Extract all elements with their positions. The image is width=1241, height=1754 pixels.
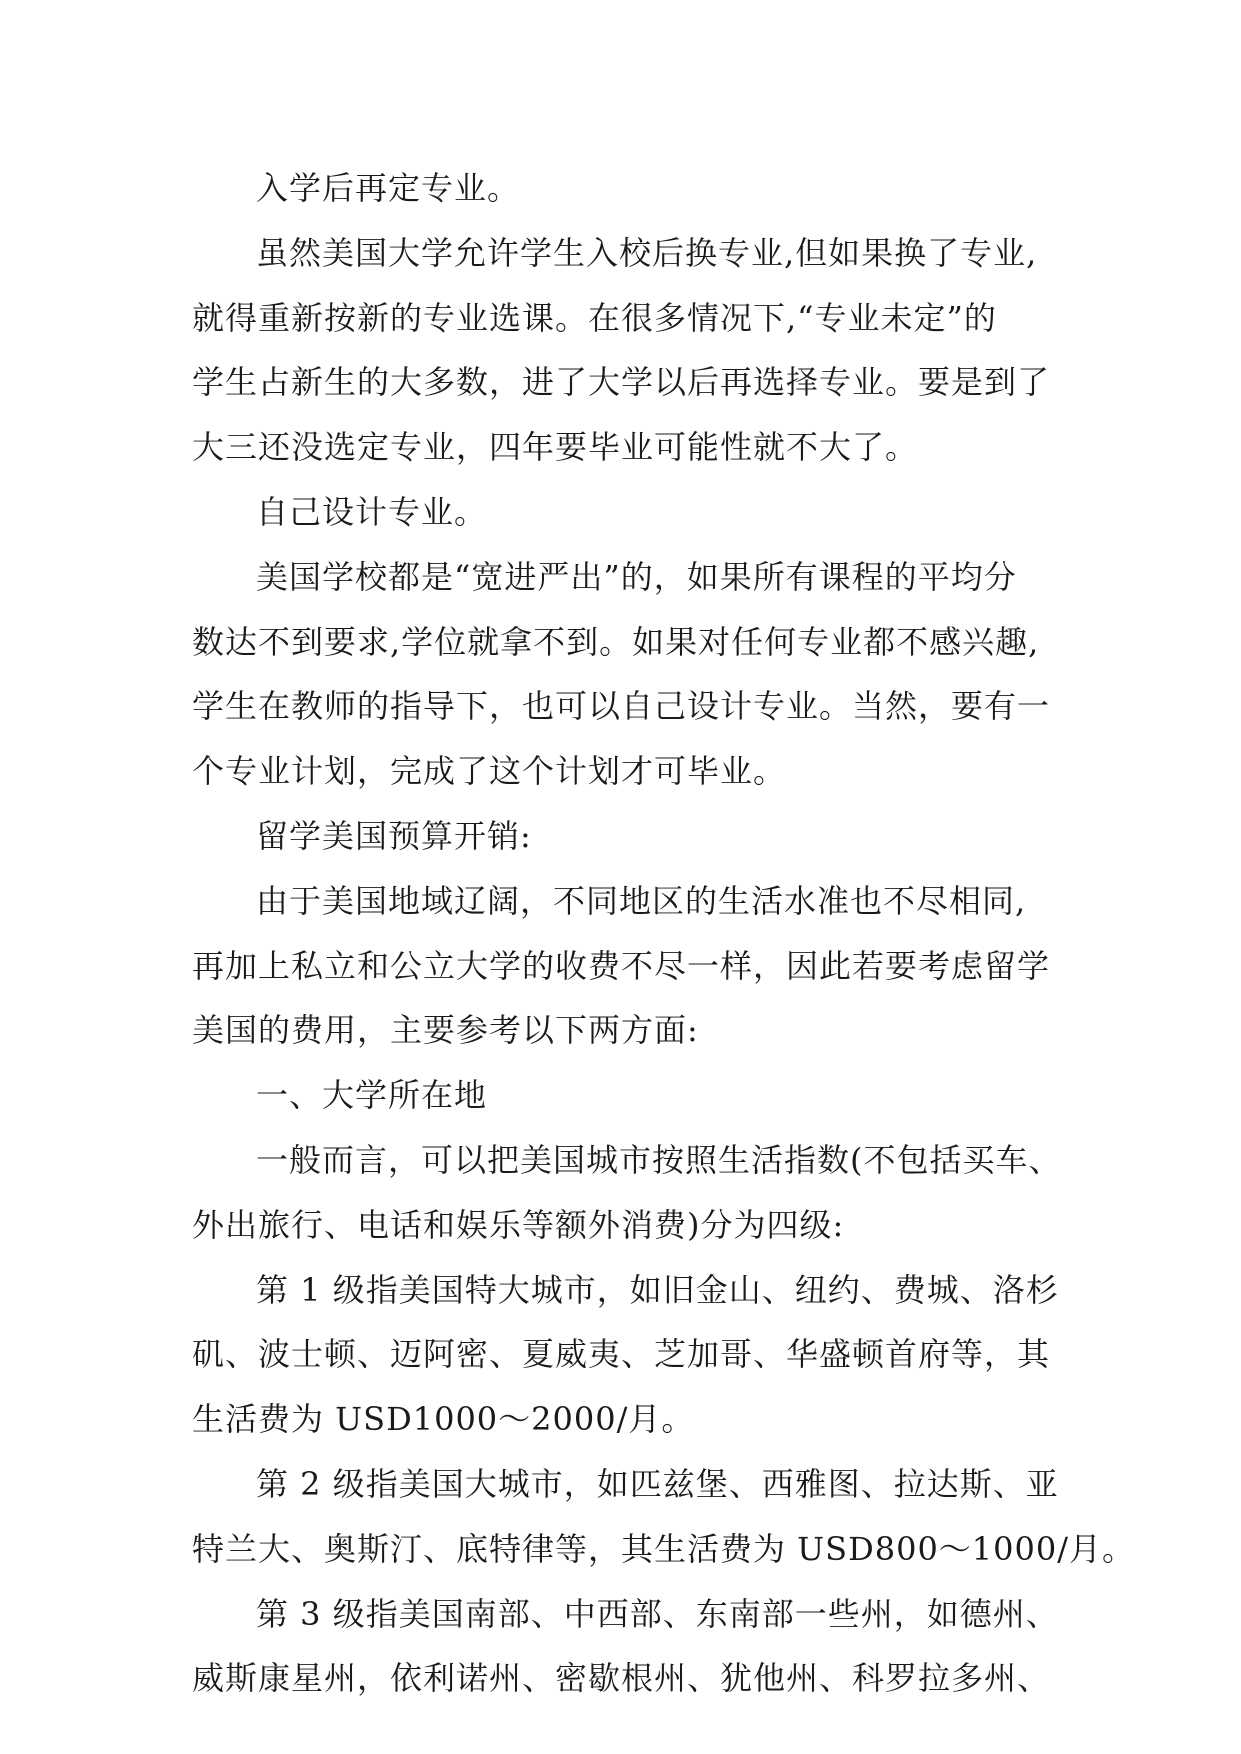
text-line: 第 1 级指美国特大城市，如旧金山、纽约、费城、洛杉	[256, 1270, 1059, 1309]
text-line: 自己设计专业。	[256, 492, 488, 531]
text-line: 学生占新生的大多数，进了大学以后再选择专业。要是到了	[192, 363, 1051, 402]
text-line: 第 2 级指美国大城市，如匹兹堡、西雅图、拉达斯、亚	[256, 1464, 1059, 1503]
text-line: 特兰大、奥斯汀、底特律等，其生活费为 USD800～1000/月。	[192, 1529, 1136, 1568]
text-line: 就得重新按新的专业选课。在很多情况下,“专业未定”的	[192, 298, 997, 337]
text-line: 再加上私立和公立大学的收费不尽一样，因此若要考虑留学	[192, 946, 1051, 985]
document-body	[192, 156, 1136, 1711]
text-line: 留学美国预算开销:	[256, 816, 532, 855]
text-line: 威斯康星州，依利诺州、密歇根州、犹他州、科罗拉多州、	[192, 1659, 1051, 1698]
text-line: 入学后再定专业。	[256, 169, 521, 207]
text-line: 矶、波士顿、迈阿密、夏威夷、芝加哥、华盛顿首府等，其	[192, 1335, 1051, 1374]
text-line: 学生在教师的指导下，也可以自己设计专业。当然，要有一	[192, 687, 1051, 726]
text-line: 第 3 级指美国南部、中西部、东南部一些州，如德州、	[256, 1594, 1059, 1633]
text-line: 由于美国地域辽阔，不同地区的生活水准也不尽相同,	[256, 881, 1027, 920]
text-line: 一、大学所在地	[256, 1076, 488, 1115]
text-line: 一般而言，可以把美国城市按照生活指数(不包括买车、	[256, 1140, 1062, 1179]
text-line: 美国学校都是“宽进严出”的，如果所有课程的平均分	[256, 557, 1017, 596]
text-line: 数达不到要求,学位就拿不到。如果对任何专业都不感兴趣,	[192, 622, 1040, 661]
text-line: 生活费为 USD1000～2000/月。	[192, 1400, 695, 1439]
text-line: 个专业计划，完成了这个计划才可毕业。	[192, 752, 787, 791]
text-line: 虽然美国大学允许学生入校后换专业,但如果换了专业,	[256, 233, 1038, 272]
text-line: 大三还没选定专业，四年要毕业可能性就不大了。	[192, 428, 919, 467]
text-line: 外出旅行、电话和娱乐等额外消费)分为四级:	[192, 1205, 845, 1244]
text-line: 美国的费用，主要参考以下两方面:	[192, 1011, 699, 1050]
